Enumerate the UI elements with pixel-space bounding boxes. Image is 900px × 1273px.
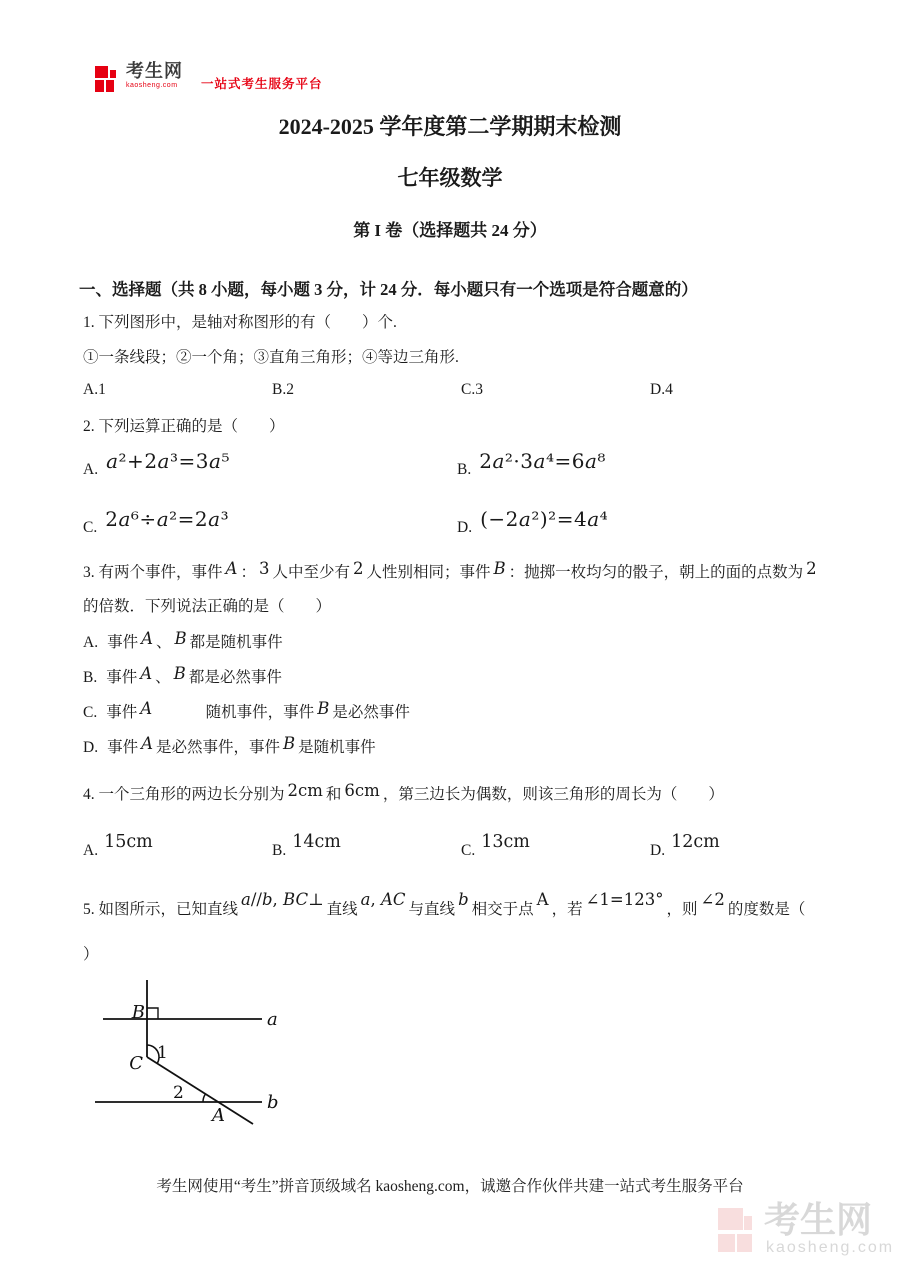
q2-formula-d: (−2a²)²=4a⁴	[480, 507, 609, 531]
q1-option-d: D.4	[650, 381, 673, 398]
q5-figure	[85, 970, 295, 1142]
part1-heading: 一、选择题（共 8 小题，每小题 3 分，计 24 分．每小题只有一个选项是符合题意的）	[79, 280, 698, 299]
q2-option-c: C. 2a⁶÷a²=2a³	[83, 507, 230, 536]
q3-option-c: C. 事件 A 随机事件，事件 B 是必然事件	[83, 699, 410, 721]
q4-options	[83, 832, 720, 860]
kaosheng-watermark-icon	[716, 1204, 754, 1252]
q1-items: ①一条线段；②一个角；③直角三角形；④等边三角形.	[83, 349, 459, 366]
q2-formula-b: 2a²·3a⁴=6a⁸	[479, 449, 606, 473]
q5-stem: 5. 如图所示，已知直线a//b, BC⊥直线a, AC与直线b相交于点A，若∠1=123°，则∠2的度数是（	[83, 890, 806, 918]
brand-tagline: 一站式考生服务平台	[201, 77, 323, 91]
footer-text: 考生网使用“考生”拼音顶级域名 kaosheng.com，诚邀合作伙伴共建一站式考生服务平台	[156, 1178, 744, 1195]
section-title: 第 I 卷（选择题共 24 分）	[353, 221, 547, 240]
label-angle1: 1	[157, 1043, 168, 1063]
right-angle-mark	[147, 1008, 158, 1019]
exam-subtitle: 七年级数学	[397, 166, 503, 190]
kaosheng-watermark	[716, 1199, 896, 1258]
q2-option-d: D. (−2a²)²=4a⁴	[457, 507, 609, 536]
q2-option-a: A. a²+2a³=3a⁵	[83, 449, 230, 478]
brand-name: 考生网	[126, 61, 183, 81]
q2-formula-c: 2a⁶÷a²=2a³	[105, 507, 230, 531]
label-B: B	[131, 1002, 145, 1023]
kaosheng-logo-icon	[95, 66, 121, 94]
kaosheng-logo	[95, 62, 323, 100]
q3-option-b: B. 事件 A 、 B 都是必然事件	[83, 664, 282, 686]
q1-option-b: B.2	[272, 381, 294, 398]
label-A: A	[212, 1105, 225, 1126]
q3-option-a: A. 事件 A 、 B 都是随机事件	[83, 629, 283, 651]
exam-title: 2024-2025 学年度第二学期期末检测	[278, 114, 622, 139]
label-C: C	[129, 1053, 143, 1074]
q1-option-a: A.1	[83, 381, 106, 398]
label-angle2: 2	[173, 1083, 184, 1103]
line-ca	[147, 1057, 253, 1124]
q2-formula-a: a²+2a³=3a⁵	[106, 449, 230, 473]
q1-option-c: C.3	[461, 381, 483, 398]
label-a: a	[267, 1009, 278, 1030]
q3-stem-line2: 的倍数．下列说法正确的是（ ）	[83, 598, 332, 615]
q4-stem: 4. 一个三角形的两边长分别为 2cm 和 6cm ，第三边长为偶数，则该三角形的周长为（ ）	[83, 781, 724, 803]
q1-options	[83, 381, 673, 399]
q2-option-b: B. 2a²·3a⁴=6a⁸	[457, 449, 606, 478]
q3-option-d: D. 事件 A 是必然事件，事件 B 是随机事件	[83, 734, 376, 756]
q4-option-b: B. 14cm	[272, 832, 341, 859]
q1-stem: 1. 下列图形中，是轴对称图形的有（ ）个.	[83, 314, 397, 331]
q2-options-row1	[83, 448, 606, 479]
q4-option-c: C. 13cm	[461, 832, 530, 859]
q4-option-a: A. 15cm	[83, 832, 153, 859]
label-b: b	[267, 1092, 279, 1113]
q4-option-d: D. 12cm	[650, 832, 720, 859]
watermark-brand-name: 考生网	[764, 1199, 873, 1240]
brand-domain: kaosheng.com	[126, 82, 178, 89]
q3-stem-line1: 3. 有两个事件，事件 A ： 3 人中至少有 2 人性别相同；事件 B ：抛掷一枚均匀的骰子，朝上的面的点数为 2	[83, 559, 817, 581]
q2-stem: 2. 下列运算正确的是（ ）	[83, 418, 285, 435]
q2-options-row2	[83, 506, 608, 537]
q5-stem-close: ）	[83, 946, 99, 963]
angle2-arc	[203, 1094, 205, 1102]
watermark-brand-domain: kaosheng.com	[766, 1239, 895, 1256]
